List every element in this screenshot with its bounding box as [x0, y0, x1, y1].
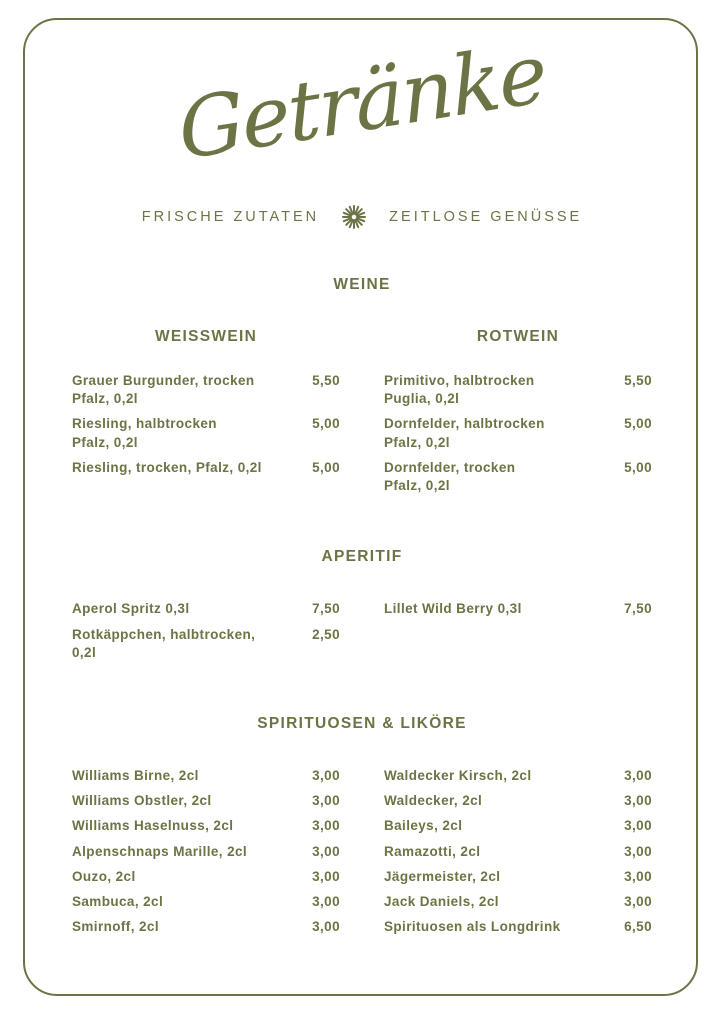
item-text: [72, 459, 300, 477]
item-price: 5,50: [312, 373, 340, 388]
item-name: Williams Birne, 2cl: [72, 767, 199, 783]
starburst-rays: [343, 206, 365, 228]
item-text: [72, 767, 300, 785]
item-price: 5,50: [624, 373, 652, 388]
item-price: 5,00: [312, 416, 340, 432]
menu-item: [384, 792, 652, 810]
item-text: [72, 415, 300, 451]
item-name: Alpenschnaps Marille, 2cl: [72, 843, 248, 859]
item-price: 3,00: [312, 767, 340, 783]
item-price: 3,00: [624, 793, 652, 809]
item-price: 3,00: [624, 818, 652, 834]
item-name: Primitivo, halbtrocken: [384, 373, 535, 388]
item-text: [384, 893, 612, 911]
item-text: [384, 868, 612, 886]
item-name: Ouzo, 2cl: [72, 868, 136, 884]
item-price: 3,00: [312, 818, 340, 834]
item-sub: 0,2l: [72, 644, 97, 660]
item-name: Dornfelder, halbtrocken: [384, 416, 545, 432]
menu-item: [384, 767, 652, 785]
item-name: Dornfelder, trocken: [384, 459, 516, 475]
menu-item: [72, 792, 340, 810]
item-text: [384, 792, 612, 810]
menu-item: [384, 600, 652, 618]
item-price: 2,50: [312, 626, 340, 642]
menu-item: [72, 415, 340, 451]
item-price: 7,50: [312, 601, 340, 617]
column-heading: ROTWEIN: [476, 328, 560, 345]
item-price: 7,50: [624, 601, 652, 617]
menu-header: [0, 0, 724, 230]
item-name: Rotkäppchen, halbtrocken,: [72, 626, 256, 642]
item-sub: Pfalz, 0,2l: [384, 434, 450, 450]
item-name: Williams Obstler, 2cl: [72, 793, 212, 809]
column-heading: WEISSWEIN: [154, 328, 258, 345]
item-price: 3,00: [312, 894, 340, 910]
menu-item: [72, 918, 340, 936]
item-text: [72, 372, 300, 408]
item-price: 5,00: [624, 459, 652, 475]
item-name: Smirnoff, 2cl: [72, 919, 159, 935]
item-price: 3,00: [312, 843, 340, 859]
menu-column: [72, 600, 340, 669]
menu-item: [72, 459, 340, 477]
section-title: APERITIF: [321, 548, 403, 566]
tagline: [0, 204, 724, 230]
item-price: 3,00: [312, 868, 340, 884]
item-price: 3,00: [624, 868, 652, 884]
item-name: Baileys, 2cl: [384, 818, 463, 834]
item-name: Ramazotti, 2cl: [384, 843, 481, 859]
item-sub: Pfalz, 0,2l: [384, 478, 450, 494]
item-name: Jägermeister, 2cl: [384, 868, 501, 884]
item-name: Sambuca, 2cl: [72, 894, 164, 910]
menu-column: [384, 328, 652, 502]
item-text: [384, 843, 612, 861]
item-text: [72, 600, 300, 618]
item-text: [72, 868, 300, 886]
menu-item: [72, 893, 340, 911]
menu-column: [72, 328, 340, 502]
menu-item: [72, 817, 340, 835]
starburst-icon: [341, 204, 367, 230]
menu-item: [384, 415, 652, 451]
item-name: Williams Haselnuss, 2cl: [72, 818, 234, 834]
menu-column: [384, 767, 652, 944]
tagline-right: ZEITLOSE GENÜSSE: [389, 209, 583, 225]
item-text: [72, 918, 300, 936]
title-wrap: [0, 0, 724, 178]
menu-section: [72, 276, 652, 502]
menu-item: [72, 843, 340, 861]
item-price: 3,00: [624, 843, 652, 859]
menu-item: [72, 767, 340, 785]
menu-item: [384, 372, 652, 408]
item-name: Riesling, trocken, Pfalz, 0,2l: [72, 459, 262, 475]
menu-item: [384, 817, 652, 835]
menu-item: [384, 459, 652, 495]
item-sub: Pfalz, 0,2l: [72, 391, 138, 407]
section-title: SPIRITUOSEN & LIKÖRE: [257, 714, 467, 732]
menu-section: [72, 715, 652, 944]
item-sub: Puglia, 0,2l: [384, 391, 460, 407]
menu-item: [72, 600, 340, 618]
item-name: Waldecker Kirsch, 2cl: [384, 767, 532, 783]
item-name: Grauer Burgunder, trocken: [72, 373, 255, 388]
item-name: Lillet Wild Berry 0,3l: [384, 601, 522, 617]
menu-item: [384, 893, 652, 911]
item-name: Aperol Spritz 0,3l: [72, 601, 190, 617]
item-price: 6,50: [624, 919, 652, 935]
item-text: [384, 767, 612, 785]
item-text: [384, 817, 612, 835]
item-sub: Pfalz, 0,2l: [72, 434, 138, 450]
item-name: Waldecker, 2cl: [384, 793, 483, 809]
menu-item: [384, 918, 652, 936]
item-text: [384, 918, 612, 936]
item-price: 3,00: [312, 919, 340, 935]
item-name: Jack Daniels, 2cl: [384, 894, 499, 910]
menu-column: [72, 767, 340, 944]
section-columns: [72, 767, 652, 944]
item-text: [72, 817, 300, 835]
item-text: [384, 459, 612, 495]
item-text: [384, 372, 612, 408]
item-price: 5,00: [624, 416, 652, 432]
section-columns: [72, 328, 652, 502]
menu-title: Getränke: [175, 26, 549, 179]
item-price: 5,00: [312, 459, 340, 475]
item-price: 3,00: [312, 793, 340, 809]
menu-item: [72, 372, 340, 408]
menu-item: [384, 868, 652, 886]
item-text: [72, 893, 300, 911]
item-name: Spirituosen als Longdrink: [384, 919, 561, 935]
menu-section: [72, 548, 652, 669]
item-text: [72, 626, 300, 662]
item-text: [72, 843, 300, 861]
tagline-left: FRISCHE ZUTATEN: [141, 209, 320, 225]
item-text: [384, 415, 612, 451]
section-columns: [72, 600, 652, 669]
item-price: 3,00: [624, 894, 652, 910]
menu-sections: [0, 276, 724, 944]
menu-column: [384, 600, 652, 669]
item-name: Riesling, halbtrocken: [72, 416, 217, 432]
item-text: [72, 792, 300, 810]
item-text: [384, 600, 612, 618]
section-title: WEINE: [333, 276, 391, 293]
menu-item: [72, 626, 340, 662]
item-price: 3,00: [624, 767, 652, 783]
menu-item: [72, 868, 340, 886]
menu-item: [384, 843, 652, 861]
